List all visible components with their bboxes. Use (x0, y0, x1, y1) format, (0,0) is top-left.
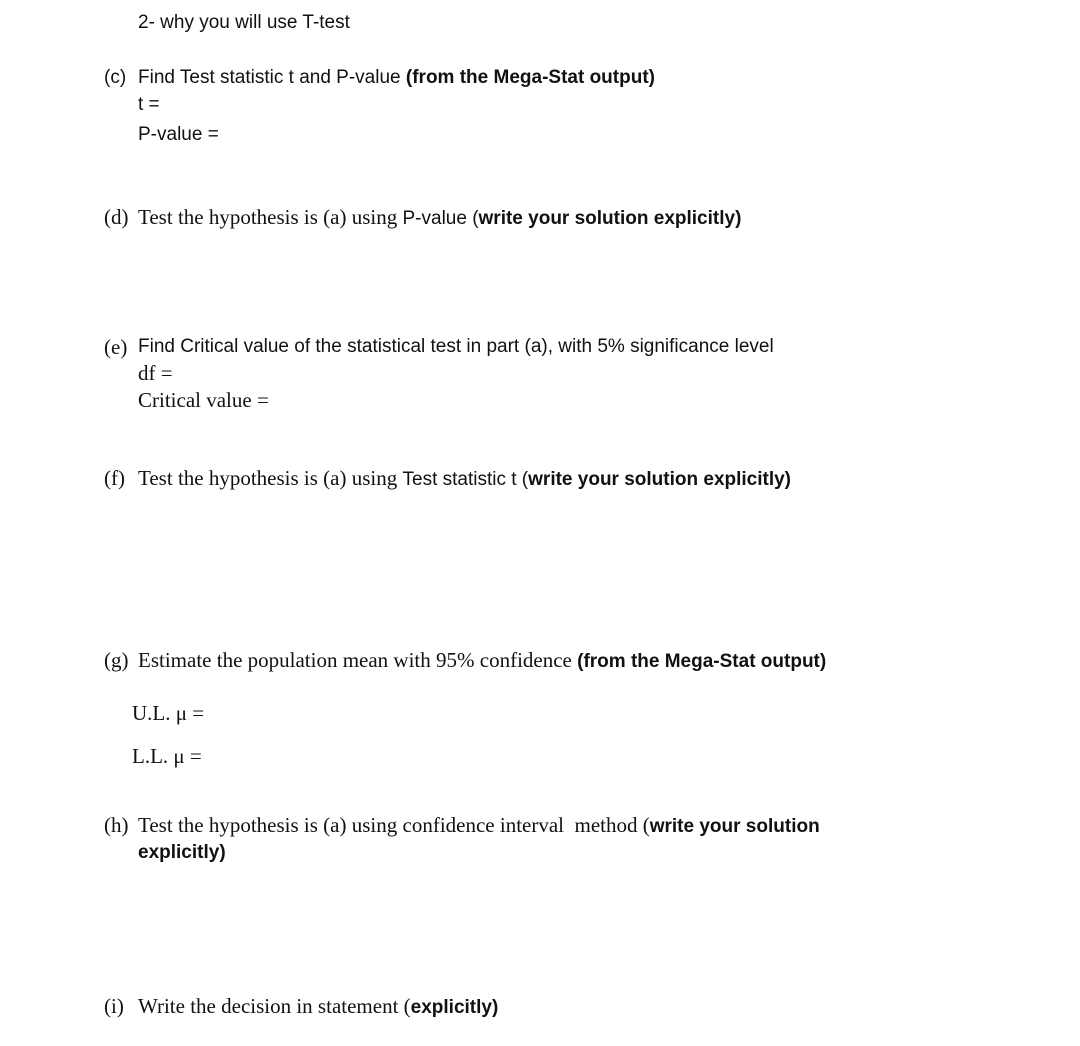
item-f-bold: write your solution explicitly) (528, 469, 792, 490)
item-g-bold: (from the Mega-Stat output) (577, 651, 827, 672)
item-e-marker: (e) (104, 335, 128, 359)
item-d-text-serif: Test the hypothesis is (a) using (138, 205, 403, 229)
item-e-critical-value-label: Critical value = (138, 388, 269, 412)
item-i-text: Write the decision in statement ( (138, 994, 411, 1018)
item-g-question (138, 647, 826, 676)
intro-line: 2- why you will use T-test (138, 12, 350, 33)
item-h-bold-2: explicitly) (138, 842, 226, 863)
item-g-lower-limit-label: L.L. μ = (132, 744, 202, 768)
item-d-bold: write your solution explicitly) (478, 208, 742, 229)
item-c-marker: (c) (104, 67, 127, 88)
item-d-marker: (d) (104, 205, 129, 229)
item-d-question (138, 204, 741, 233)
item-i-marker: (i) (104, 994, 124, 1018)
item-g-marker: (g) (104, 648, 129, 672)
item-f-text-serif: Test the hypothesis is (a) using (138, 466, 403, 490)
item-c-p-label: P-value = (138, 124, 219, 145)
item-e-df-label: df = (138, 361, 173, 385)
item-i-question (138, 993, 498, 1022)
item-e-text: Find Critical value of the statistical test in part (a), with 5% significance level (138, 336, 774, 357)
item-h-text: Test the hypothesis is (a) using confidence interval method ( (138, 813, 650, 837)
item-g-upper-limit-label: U.L. μ = (132, 701, 205, 725)
item-c-bold: (from the Mega-Stat output) (405, 67, 655, 88)
item-c-text: Find Test statistic t and P-value (138, 67, 406, 88)
item-i-bold: explicitly) (410, 997, 499, 1018)
item-h-marker: (h) (104, 813, 129, 837)
item-g-text: Estimate the population mean with 95% confidence (138, 648, 578, 672)
item-d-text-sans: P-value ( (402, 208, 479, 229)
item-h-question (138, 812, 820, 841)
item-h-bold-1: write your solution (649, 816, 820, 837)
item-f-marker: (f) (104, 466, 125, 490)
item-c-question (138, 65, 655, 92)
item-f-question (138, 465, 791, 494)
item-c-t-label: t = (138, 94, 160, 115)
item-f-text-sans: Test statistic t ( (402, 469, 529, 490)
